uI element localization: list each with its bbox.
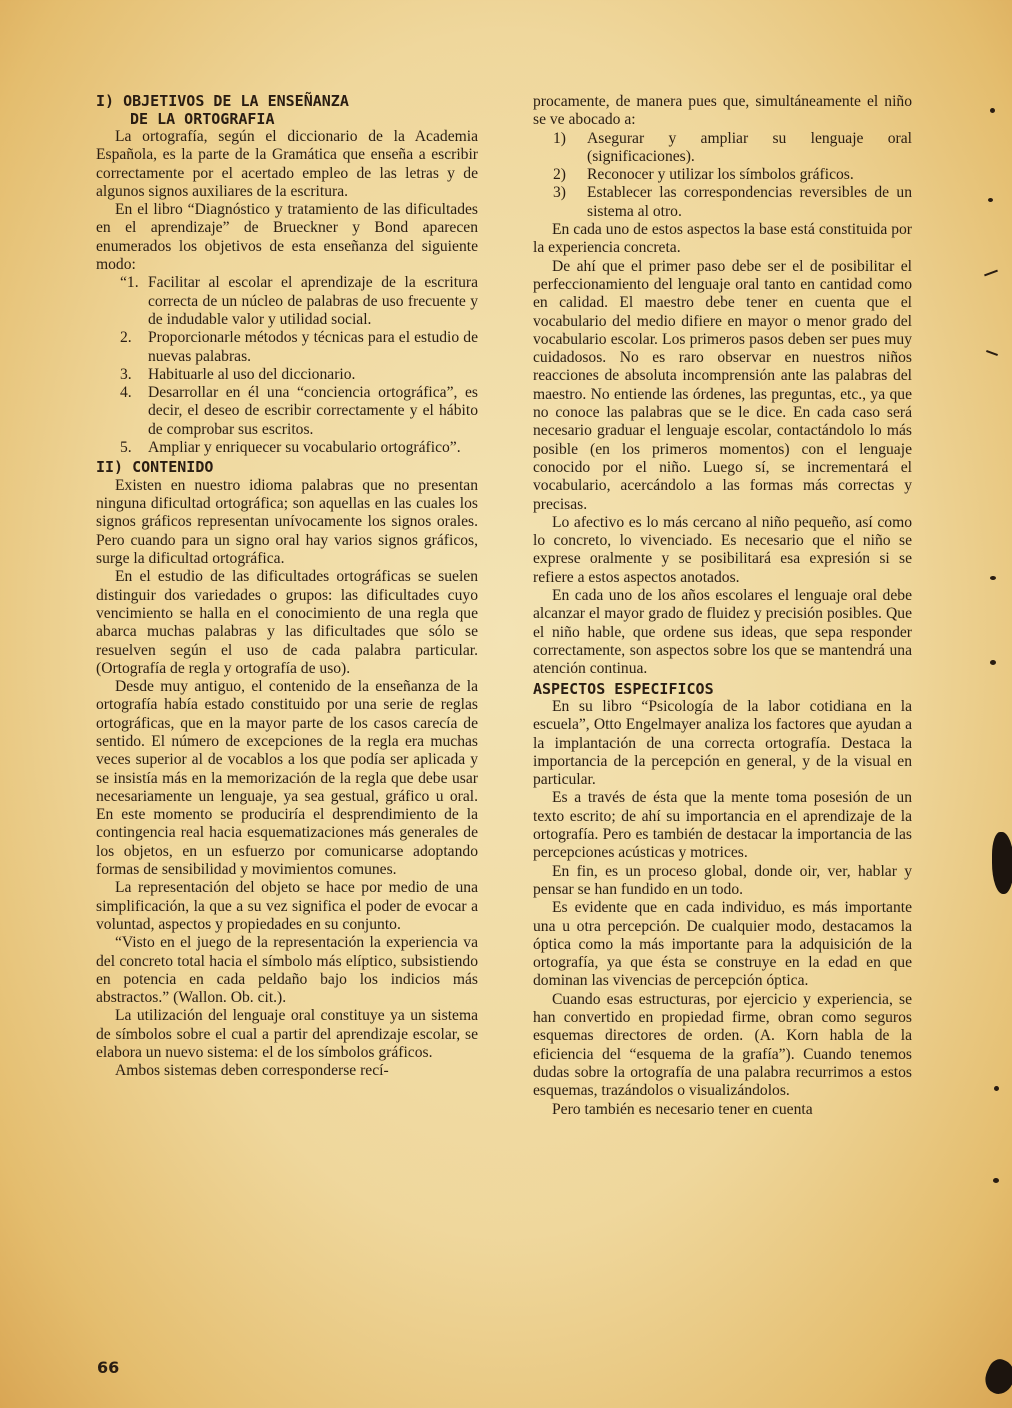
list-item xyxy=(533,184,912,221)
left-column xyxy=(96,93,478,1081)
list-number: 5. xyxy=(120,439,132,457)
list-text: Desarrollar en él una “conciencia ortográfica”, es decir, el deseo de escribir correctamente y el hábito de comprobar sus escritos. xyxy=(148,384,478,438)
section-ii-title: II) CONTENIDO xyxy=(96,458,214,477)
list-text: Habituarle al uso del diccionario. xyxy=(148,365,356,383)
edge-mark xyxy=(990,108,995,113)
list-item xyxy=(96,439,478,457)
list-number: “1. xyxy=(120,274,139,292)
list-number: 3. xyxy=(120,365,132,383)
paragraph: La representación del objeto se hace por medio de una simplificación, la que a su vez significa el poder de evocar a voluntad, aspectos y propiedades en su conjunto. xyxy=(96,879,478,933)
paragraph: Es evidente que en cada individuo, es más importante una u otra percepción. De cualquier modo, destacamos la óptica como la más importante para la adquisición de la ortografía, ya que ésta se construye en la edad en que dominan las vivencias de percepción óptica. xyxy=(533,899,912,990)
list-item xyxy=(96,274,478,329)
list-text: Facilitar al escolar el aprendizaje de la escritura correcta de un núcleo de palabras de uso frecuente y de indudable valor y utilidad social. xyxy=(148,274,478,328)
list-number: 3) xyxy=(553,184,566,202)
paragraph: Existen en nuestro idioma palabras que no presentan ninguna dificultad ortográfica; son aquellas en las cuales los signos gráficos representan unívocamente los signos orales. Pero cuando para un signo oral hay varios signos gráficos, surge la dificultad ortográfica. xyxy=(96,476,478,568)
edge-mark xyxy=(990,576,996,580)
page-number: 66 xyxy=(97,1358,120,1377)
edge-mark xyxy=(990,660,996,665)
objectives-list xyxy=(96,274,478,457)
paragraph: En cada uno de estos aspectos la base está constituida por la experiencia concreta. xyxy=(533,221,912,257)
list-text: Establecer las correspondencias reversibles de un sistema al otro. xyxy=(587,184,912,220)
ink-stain xyxy=(980,1356,1012,1399)
list-item xyxy=(533,166,912,184)
goals-list xyxy=(533,130,912,221)
list-item xyxy=(96,366,478,384)
list-item xyxy=(96,329,478,366)
paragraph: En el estudio de las dificultades ortográficas se suelen distinguir dos variedades o grupos: las dificultades cuyo vencimiento se halla en el conocimiento de una regla que abarca muchas palabras y las dificultades que sólo se resuelven según el uso de cada palabra particular. (Ortografía de regla y ortografía de uso). xyxy=(96,568,478,677)
ink-stain xyxy=(992,832,1012,894)
paragraph: En fin, es un proceso global, donde oir, ver, hablar y pensar se han fundido en un todo. xyxy=(533,862,912,898)
edge-mark xyxy=(993,1178,999,1183)
paragraph: Desde muy antiguo, el contenido de la enseñanza de la ortografía había estado constituido por una serie de reglas ortográficas, que en la mayor parte de los casos carecía de sentido. El número de excepciones de la regla era muchas veces superior al de vocablos a los que podía ser aplicada y se insistía más en la memorización de la regla que debe usar necesariamente un lenguaje, ya sea gestual, gráfico u oral. En este momento se produciría el desprendimiento de la contingencia real hacia esquematizaciones más generales de los objetos, en un esfuerzo por comunicarse adoptando formas de sensibilidad y movimientos comunes. xyxy=(96,678,478,879)
list-item xyxy=(533,130,912,167)
edge-mark xyxy=(994,1086,999,1091)
paragraph: En cada uno de los años escolares el lenguaje oral debe alcanzar el mayor grado de fluidez y precisión posibles. Que el niño hable, que ordene sus ideas, que sepa responder correctamente, son aspectos sobre los que se mantendrá una atención continua. xyxy=(533,587,912,678)
list-number: 2. xyxy=(120,329,132,347)
list-text: Reconocer y utilizar los símbolos gráficos. xyxy=(587,166,854,184)
edge-mark xyxy=(986,350,998,356)
list-text: Proporcionarle métodos y técnicas para el estudio de nuevas palabras. xyxy=(148,329,478,365)
list-number: 4. xyxy=(120,384,132,402)
paragraph: En su libro “Psicología de la labor cotidiana en la escuela”, Otto Engelmayer analiza los factores que ayudan a la implantación de una correcta ortografía. Destaca la importancia de la percepción en general, y de la visual en particular. xyxy=(533,698,912,789)
list-number: 1) xyxy=(553,129,566,147)
section-aspectos-title: ASPECTOS ESPECIFICOS xyxy=(533,679,714,698)
list-text: Ampliar y enriquecer su vocabulario ortográfico”. xyxy=(148,439,461,457)
paragraph: “Visto en el juego de la representación la experiencia va del concreto total hacia el símbolo más elíptico, subsistiendo en potencia en cada peldaño bajo los indicios más abstractos.” (Wallon. Ob. cit.). xyxy=(96,934,478,1007)
paragraph: De ahí que el primer paso debe ser el de posibilitar el perfeccionamiento del lenguaje oral tanto en cantidad como en calidad. El maestro debe tener en cuenta que el vocabulario del medio difiere en mayor o menor grado del vocabulario escolar. Los primeros pasos deben ser pues muy cuidadosos. No es raro observar en nuestros niños reacciones de absoluta incomprensión ante las palabras del maestro. No entiende las órdenes, las preguntas, etc., ya que no conoce las palabras que se le dice. En cada caso será necesario graduar el lenguaje escolar, contactándolo lo más posible (en los primeros momentos) con el lenguaje conocido por el niño. Luego sí, se incrementará el vocabulario, acercándolo a las formas más correctas y precisas. xyxy=(533,257,912,513)
edge-mark xyxy=(984,270,998,277)
paragraph: Lo afectivo es lo más cercano al niño pequeño, así como lo concreto, lo vivenciado. Es necesario que el niño se exprese oralmente y se posibilitará esa expresión si se refiere a estos aspectos anotados. xyxy=(533,513,912,586)
paragraph: Es a través de ésta que la mente toma posesión de un texto escrito; de ahí su importancia en el aprendizaje de la ortografía. Pero es también de destacar la importancia de las percepciones acústicas y motrices. xyxy=(533,789,912,862)
section-i-title-line2: DE LA ORTOGRAFIA xyxy=(130,109,275,128)
paragraph: En el libro “Diagnóstico y tratamiento de las dificultades en el aprendizaje” de Brueckner y Bond aparecen enumerados los objetivos de esta enseñanza del siguiente modo: xyxy=(96,201,478,274)
paragraph: La ortografía, según el diccionario de la Academia Española, es la parte de la Gramática que enseña a escribir correctamente por el acertado empleo de las letras y de algunos signos auxiliares de la escritura. xyxy=(96,128,478,200)
paragraph: procamente, de manera pues que, simultáneamente el niño se ve abocado a: xyxy=(533,93,912,129)
list-number: 2) xyxy=(553,166,566,184)
paragraph: Cuando esas estructuras, por ejercicio y experiencia, se han convertido en propiedad firme, obran como seguros esquemas directores de orden. (A. Korn habla de la eficiencia del “esquema de la grafía”). Cuando tenemos dudas sobre la ortografía de una palabra recurrimos a estos esquemas, trazándolos o visualizándolos. xyxy=(533,990,912,1100)
paragraph: La utilización del lenguaje oral constituye ya un sistema de símbolos sobre el cual a partir del aprendizaje escolar, se elabora un nuevo sistema: el de los símbolos gráficos. xyxy=(96,1007,478,1062)
edge-mark xyxy=(988,198,993,202)
paragraph: Pero también es necesario tener en cuenta xyxy=(552,1100,813,1118)
right-column xyxy=(533,93,912,1119)
list-text: Asegurar y ampliar su lenguaje oral (significaciones). xyxy=(587,129,912,165)
section-i-title xyxy=(96,93,478,128)
list-item xyxy=(96,384,478,439)
section-i-title-line1: I) OBJETIVOS DE LA ENSEÑANZA xyxy=(96,92,349,110)
paragraph: Ambos sistemas deben corresponderse recí- xyxy=(115,1062,389,1080)
